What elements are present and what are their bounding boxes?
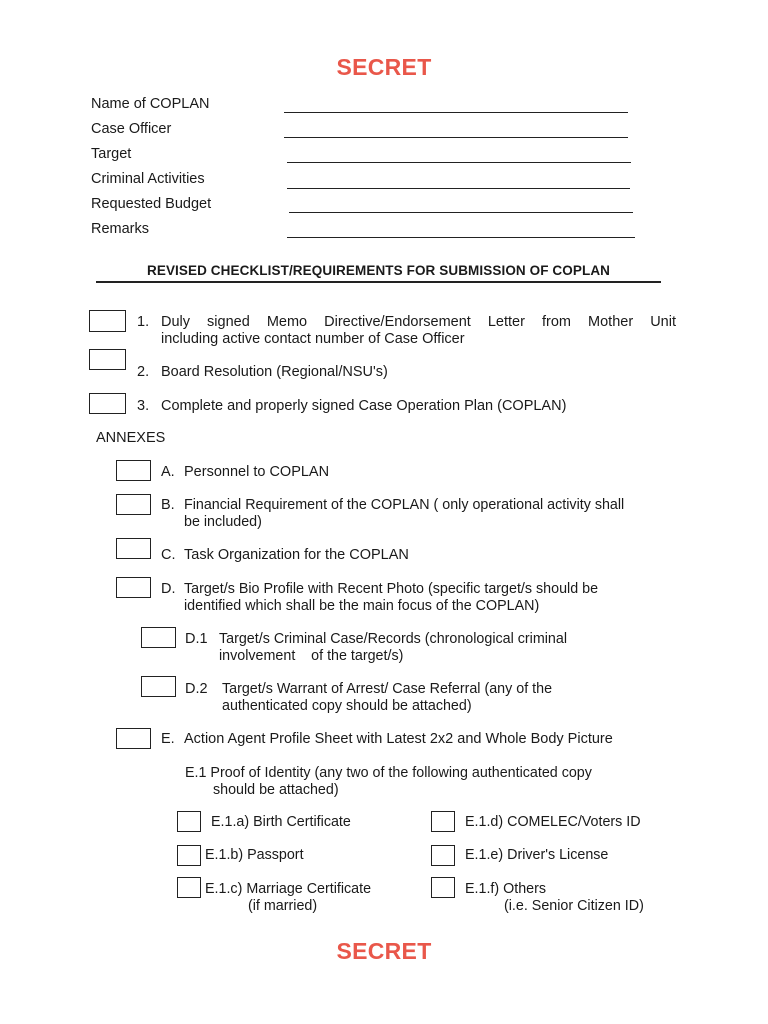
checkbox-requirement-2[interactable]: [89, 349, 126, 370]
requirement-1-text: [161, 314, 676, 348]
annex-d2-line1: Target/s Warrant of Arrest/ Case Referral (any of the: [222, 681, 553, 697]
annex-d1-label: D.1: [185, 631, 208, 647]
checkbox-annex-c[interactable]: [116, 538, 151, 559]
checkbox-annex-e[interactable]: [116, 728, 151, 749]
checkbox-annex-d1[interactable]: [141, 627, 176, 648]
field-label-name-of-coplan: Name of COPLAN: [91, 96, 210, 112]
requirement-3-text: Complete and properly signed Case Operation Plan (COPLAN): [161, 398, 567, 414]
annex-e-letter: E.: [161, 731, 175, 747]
checkbox-id-comelec-voters[interactable]: [431, 811, 455, 832]
annex-d1-text: [219, 631, 619, 665]
requirement-1-line2: including active contact number of Case Officer: [161, 331, 465, 347]
checklist-title-rule: [96, 281, 661, 283]
checkbox-id-passport[interactable]: [177, 845, 201, 866]
id-marriage-certificate-label: E.1.c) Marriage Certificate: [205, 881, 372, 897]
annex-b-letter: B.: [161, 497, 175, 513]
field-line-name-of-coplan[interactable]: [284, 112, 628, 113]
annex-e1-line1: E.1 Proof of Identity (any two of the following authenticated copy: [185, 765, 592, 781]
annex-d-text: [184, 581, 654, 615]
annex-b-line1: Financial Requirement of the COPLAN ( only operational activity shall: [184, 497, 625, 513]
field-label-remarks: Remarks: [91, 221, 150, 237]
annex-d1-line1: Target/s Criminal Case/Records (chronological criminal: [219, 631, 568, 647]
annex-d2-label: D.2: [185, 681, 208, 697]
annex-d2-text: [222, 681, 622, 715]
id-drivers-license-label: E.1.e) Driver's License: [465, 847, 609, 863]
id-marriage-certificate-note: (if married): [248, 898, 318, 914]
checkbox-id-birth-certificate[interactable]: [177, 811, 201, 832]
field-line-target[interactable]: [287, 162, 631, 163]
requirement-1-line1: Duly signed Memo Directive/Endorsement Letter from Mother Unit: [161, 314, 676, 330]
annex-a-text: Personnel to COPLAN: [184, 464, 330, 480]
field-line-remarks[interactable]: [287, 237, 635, 238]
annex-d1-line2: involvement of the target/s): [219, 648, 404, 664]
annex-d2-line2: authenticated copy should be attached): [222, 698, 472, 714]
id-others-label: E.1.f) Others: [465, 881, 547, 897]
id-passport-label: E.1.b) Passport: [205, 847, 304, 863]
checkbox-requirement-1[interactable]: [89, 310, 126, 332]
checkbox-annex-b[interactable]: [116, 494, 151, 515]
field-label-requested-budget: Requested Budget: [91, 196, 212, 212]
field-line-criminal-activities[interactable]: [287, 188, 630, 189]
id-comelec-voters-label: E.1.d) COMELEC/Voters ID: [465, 814, 641, 830]
classification-header: SECRET: [336, 54, 432, 80]
checkbox-id-drivers-license[interactable]: [431, 845, 455, 866]
checklist-title: REVISED CHECKLIST/REQUIREMENTS FOR SUBMISSION OF COPLAN: [146, 263, 611, 278]
annex-c-letter: C.: [161, 547, 176, 563]
field-label-case-officer: Case Officer: [91, 121, 172, 137]
annex-e-text: Action Agent Profile Sheet with Latest 2x2 and Whole Body Picture: [184, 731, 613, 747]
requirement-2-text: Board Resolution (Regional/NSU's): [161, 364, 388, 380]
field-label-target: Target: [91, 146, 132, 162]
annex-b-text: [184, 497, 674, 531]
annexes-heading: ANNEXES: [96, 430, 166, 446]
annex-e1-line2: should be attached): [213, 782, 339, 798]
checkbox-annex-a[interactable]: [116, 460, 151, 481]
requirement-1-number: 1.: [137, 314, 150, 330]
id-birth-certificate-label: E.1.a) Birth Certificate: [211, 814, 351, 830]
requirement-3-number: 3.: [137, 398, 150, 414]
annex-d-line2: identified which shall be the main focus of the COPLAN): [184, 598, 540, 614]
checkbox-id-others[interactable]: [431, 877, 455, 898]
field-label-criminal-activities: Criminal Activities: [91, 171, 205, 187]
annex-d-letter: D.: [161, 581, 176, 597]
field-line-requested-budget[interactable]: [289, 212, 633, 213]
checkbox-id-marriage-certificate[interactable]: [177, 877, 201, 898]
checkbox-annex-d[interactable]: [116, 577, 151, 598]
field-line-case-officer[interactable]: [284, 137, 628, 138]
annex-c-text: Task Organization for the COPLAN: [184, 547, 409, 563]
requirement-2-number: 2.: [137, 364, 150, 380]
annex-a-letter: A.: [161, 464, 175, 480]
classification-footer: SECRET: [336, 938, 432, 964]
id-others-note: (i.e. Senior Citizen ID): [504, 898, 644, 914]
annex-e1-text: [185, 765, 665, 799]
annex-d-line1: Target/s Bio Profile with Recent Photo (specific target/s should be: [184, 581, 599, 597]
checkbox-annex-d2[interactable]: [141, 676, 176, 697]
annex-b-line2: be included): [184, 514, 262, 530]
checkbox-requirement-3[interactable]: [89, 393, 126, 414]
